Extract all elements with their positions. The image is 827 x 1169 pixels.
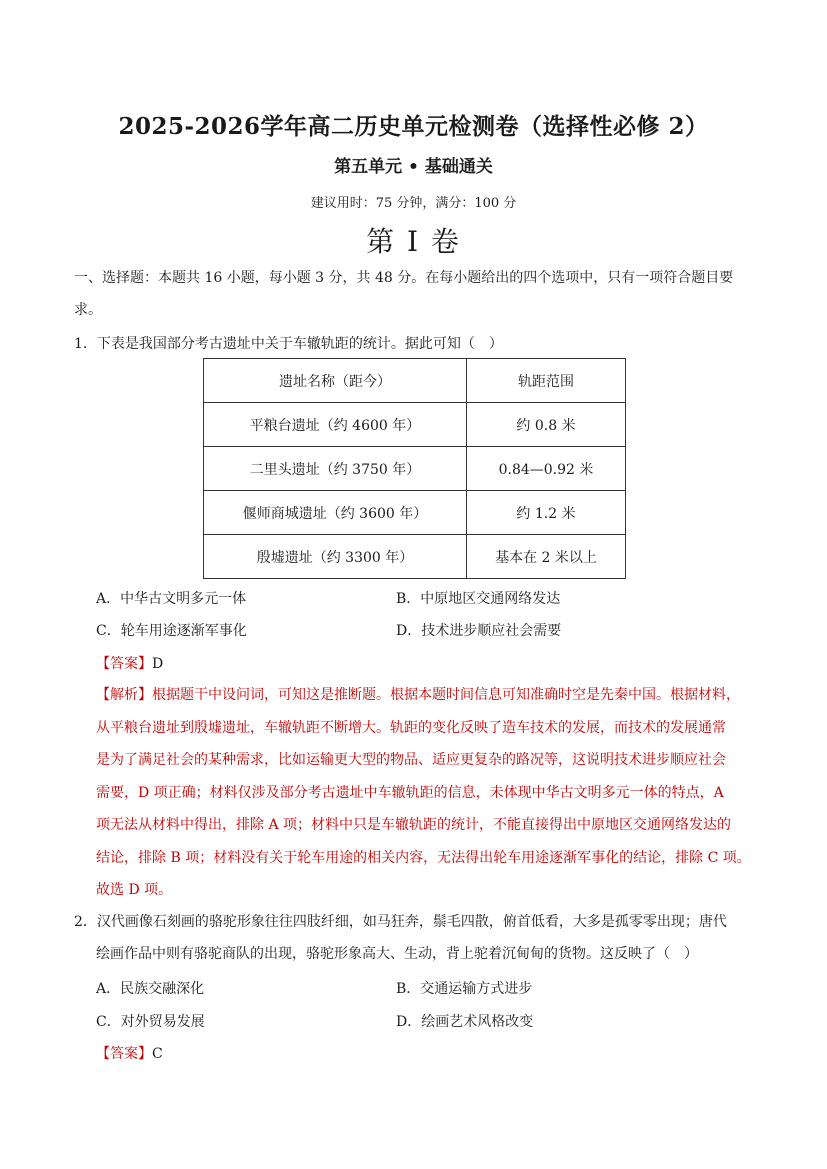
table-cell: 平粮台遗址（约 4600 年） <box>204 403 467 447</box>
time-info: 建议用时：75 分钟，满分：100 分 <box>310 196 517 211</box>
question-stem-line: 绘画作品中则有骆驼商队的出现，骆驼形象高大、生动，背上驼着沉甸甸的货物。这反映了（ ） <box>96 946 698 962</box>
q1-analysis <box>96 679 756 907</box>
q1-option-b: B．中原地区交通网络发达 <box>396 591 561 607</box>
analysis-line: 项无法从材料中得出，排除 A 项；材料中只是车辙轨距的统计，不能直接得出中原地区交通网络发达的 <box>96 817 732 833</box>
table-row <box>204 447 626 491</box>
table-cell: 0.84—0.92 米 <box>467 447 626 491</box>
table-cell: 二里头遗址（约 3750 年） <box>204 447 467 491</box>
table-row <box>204 535 626 579</box>
section-instructions: 一、选择题：本题共 16 小题，每小题 3 分，共 48 分。在每小题给出的四个选项中，只有一项符合题目要求。 <box>74 270 734 318</box>
q2-option-a: A．民族交融深化 <box>96 981 205 997</box>
answer-label: 【答案】 <box>96 656 152 672</box>
q1-option-a: A．中华古文明多元一体 <box>96 591 247 607</box>
analysis-line: 故选 D 项。 <box>96 882 173 898</box>
table-row <box>204 403 626 447</box>
analysis-line: 【解析】根据题干中设问词，可知这是推断题。根据本题时间信息可知准确时空是先秦中国。根据材料， <box>96 687 740 703</box>
track-gauge-table <box>203 358 626 579</box>
q2-option-b: B．交通运输方式进步 <box>396 981 533 997</box>
table-cell: 约 0.8 米 <box>467 403 626 447</box>
analysis-line: 需要，D 项正确；材料仅涉及部分考古遗址中车辙轨距的信息，未体现中华古文明多元一体的特点，A <box>96 784 724 801</box>
q2-option-d: D．绘画艺术风格改变 <box>396 1014 534 1030</box>
q1-option-d: D．技术进步顺应社会需要 <box>396 623 562 639</box>
exam-title: 2025-2026学年高二历史单元检测卷（选择性必修 2） <box>118 113 709 140</box>
analysis-line: 是为了满足社会的某种需求，比如运输更大型的物品、适应更复杂的路况等，这说明技术进步顺应社会 <box>96 752 726 768</box>
table-header-row <box>204 359 626 403</box>
question-2-stem <box>74 906 758 970</box>
table-header-cell: 遗址名称（距今） <box>204 359 467 403</box>
q2-answer <box>96 1043 163 1063</box>
question-1-stem: 1．下表是我国部分考古遗址中关于车辙轨距的统计。据此可知（ ） <box>74 336 503 352</box>
answer-value: D <box>152 656 164 672</box>
table-cell: 约 1.2 米 <box>467 491 626 535</box>
answer-label: 【答案】 <box>96 1046 152 1062</box>
q2-option-c: C．对外贸易发展 <box>96 1014 205 1030</box>
answer-value: C <box>152 1046 163 1062</box>
table-cell: 偃师商城遗址（约 3600 年） <box>204 491 467 535</box>
table-row <box>204 491 626 535</box>
volume-heading: 第 I 卷 <box>366 225 461 258</box>
table-cell: 基本在 2 米以上 <box>467 535 626 579</box>
analysis-line: 结论，排除 B 项；材料没有关于轮车用途的相关内容，无法得出轮车用途逐渐军事化的结论，排除 C 项。 <box>96 849 751 866</box>
table-cell: 殷墟遗址（约 3300 年） <box>204 535 467 579</box>
q1-option-c: C．轮车用途逐渐军事化 <box>96 623 247 639</box>
analysis-line: 从平粮台遗址到殷墟遗址，车辙轨距不断增大。轨距的变化反映了造车技术的发展，而技术的发展通常 <box>96 719 726 736</box>
q1-answer <box>96 653 163 673</box>
table-header-cell: 轨距范围 <box>467 359 626 403</box>
question-stem-line: 2．汉代画像石刻画的骆驼形象往往四肢纤细，如马狂奔，鬃毛四散，俯首低看，大多是孤零零出现；唐代 <box>74 914 727 930</box>
unit-subtitle: 第五单元 • 基础通关 <box>334 157 493 177</box>
